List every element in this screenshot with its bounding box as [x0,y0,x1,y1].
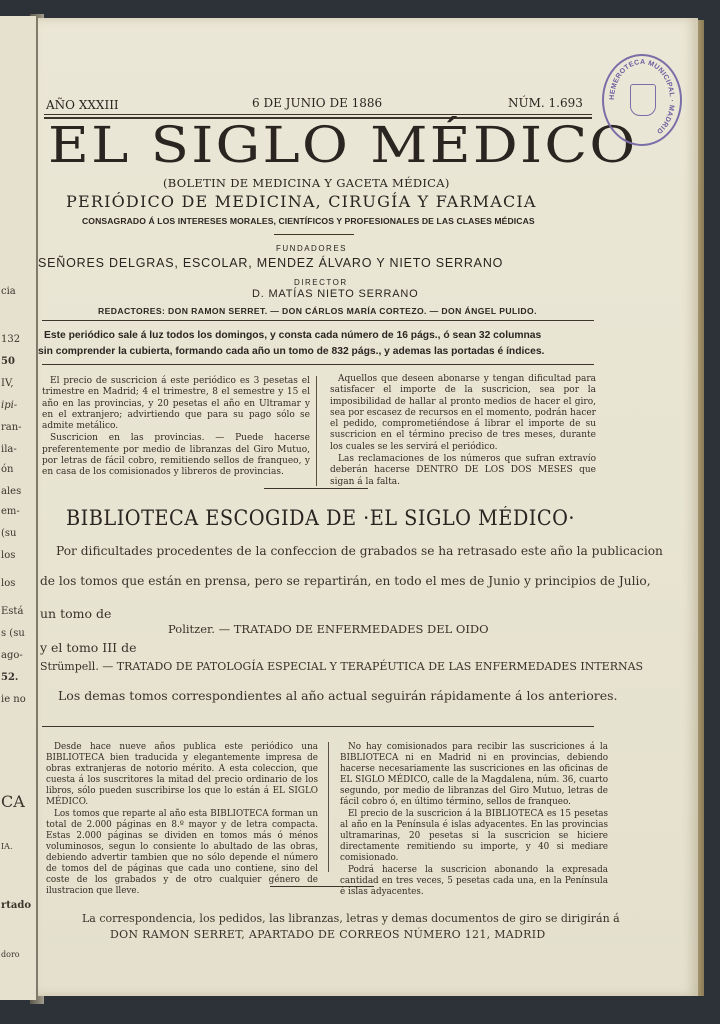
masthead-rule [42,320,594,321]
library-left-column [46,742,318,898]
library-commission-text: No hay comisionados para recibir las suscriciones á la BIBLIOTECA ni en Madrid ni en provincias, debiendo hacerse necesariamente las suscriciones en las oficinas de EL SIGLO MÉDICO, calle de la Magdalena, núm. 36, cuarto segundo, por medio de libranzas del Giro Mutuo, letras de fácil cobro ó, en último término, sellos de franqueo. [340,742,608,807]
stamp-text: HEMEROTECA MUNICIPAL · MADRID [608,58,676,135]
library-price-text: El precio de la suscricion á la BIBLIOTECA es 15 pesetas al año en la Península é islas adyacentes. En las provincias ultramarinas, 20 pesetas si la suscricion se hiciere directamente remitiendo su importe, y 40 si mediare comisionado. [340,809,608,863]
subscription-deferred-text: Aquellos que deseen abonarse y tengan dificultad para satisfacer el importe de la suscricion, sea por la imposibilidad de hallar al pronto medios de hacer el giro, sea por escasez de recursos en el momento, podrán hacer el pedido, comprometiéndose á librar el importe de su suscricion en el término preciso de tres meses, durante los cuales se les servirá el periódico. [330,374,596,452]
left-fragment: ago- [1,650,23,661]
subscription-price-text: El precio de suscricion á este periódico es 3 pesetas el trimestre en Madrid; 4 el trimestre, 8 el semestre y 15 el año en las provincias, y 20 pesetas el año en Ultramar y en el extranjero; advirtiendo que para su pago sólo se admite metálico. [42,376,310,432]
left-fragment: rtado [1,900,32,911]
left-fragment: (su [1,528,17,539]
founders-label: FUNDADORES [276,244,348,253]
left-fragment: doro [1,950,20,959]
left-fragment: ón [1,464,14,475]
notice-line-1: Este periódico sale á luz todos los domingos, y consta cada número de 16 págs., ó sean 32 columnas [44,330,542,341]
footer-line-1: La correspondencia, los pedidos, las libranzas, letras y demas documentos de giro se dirigirán á [82,912,620,925]
biblioteca-line-1: Por dificultades procedentes de la confeccion de grabados se ha retrasado este año la publicacion [56,544,663,558]
library-volumes-text: Los tomos que reparte al año esta BIBLIOTECA forman un total de 2.000 páginas en 8.º mayor y de letra compacta. Estas 2.000 páginas se dividen en tomos más ó ménos voluminosos, segun lo consiente lo abultado de las obras, debiendo advertir tambien que no sólo depende el número de tomos del de páginas que cada uno contiene, sino del coste de los grabados y de otro cualquier género de ilustracion que lleve. [46,809,318,896]
header-rule [44,114,592,115]
issue-date: 6 DE JUNIO DE 1886 [252,96,383,110]
left-fragment: ie no [1,694,26,705]
left-fragment: IA. [1,842,13,851]
issue-number: NÚM. 1.693 [508,96,583,110]
left-fragment: 52. [1,672,19,683]
left-fragment: ipi- [1,400,18,411]
director-label: DIRECTOR [294,278,348,287]
column-separator [316,376,317,486]
biblioteca-line-5: y el tomo III de [40,640,137,655]
left-fragment: ales [1,486,22,497]
column-separator [328,742,329,872]
footer-line-2: DON RAMON SERRET, APARTADO DE CORREOS NÚMERO 121, MADRID [110,928,546,941]
editors: REDACTORES: DON RAMON SERRET. — DON CÁRLOS MARÍA CORTEZO. — DON ÁNGEL PULIDO. [98,306,537,316]
founders: SEÑORES DELGRAS, ESCOLAR, MENDEZ ÁLVARO Y NIETO SERRANO [38,256,504,270]
director-name: D. MATÍAS NIETO SERRANO [252,288,419,300]
biblioteca-strumpell: Strümpell. — TRATADO DE PATOLOGÍA ESPECIAL Y TERAPÉUTICA DE LAS ENFERMEDADES INTERNAS [40,660,644,673]
subscription-provinces-text: Suscricion en las provincias. — Puede hacerse preferentemente por medio de libranzas del Giro Mutuo, por letras de fácil cobro, remitiendo sellos de franqueo, y en casa de los comisionados y libreros de provincias. [42,433,310,478]
coat-of-arms-icon [630,84,656,116]
subscription-claims-text: Las reclamaciones de los números que sufran extravío deberán hacerse DENTRO DE LOS DOS MESES que sigan á la falta. [330,454,596,487]
left-fragment: CA [1,792,25,811]
left-fragment: ran- [1,422,22,433]
biblioteca-title: BIBLIOTECA ESCOGIDA DE ·EL SIGLO MÉDICO· [66,506,576,530]
subscription-left-column [42,376,310,480]
library-stamp [602,54,682,146]
left-fragment: em- [1,506,20,517]
left-fragment: los [1,550,16,561]
newspaper-page [38,18,698,996]
left-fragment: 50 [1,356,15,367]
short-rule [274,234,354,235]
left-fragment: cia [1,286,16,297]
left-fragment: s (su [1,628,25,639]
notice-rule [42,364,594,365]
biblioteca-politzer: Politzer. — TRATADO DE ENFERMEDADES DEL OIDO [168,622,489,636]
left-page [0,16,36,1000]
library-right-column [340,742,608,899]
subscription-right-column [330,374,596,489]
library-intro-text: Desde hace nueve años publica este periódico una BIBLIOTECA bien traducida y elegantemente impresa de obras extranjeras de notorio mérito. A esta coleccion, que cuesta á los suscritores la mitad del precio ordinario de los libros, sólo pueden suscribirse los que lo están á EL SIGLO MÉDICO. [46,742,318,807]
short-rule [264,488,368,489]
left-fragment: los [1,578,16,589]
masthead-periodical: PERIÓDICO DE MEDICINA, CIRUGÍA Y FARMACIA [66,192,537,211]
left-fragment: 132 [1,334,21,345]
biblioteca-line-7: Los demas tomos correspondientes al año actual seguirán rápidamente á los anteriores. [58,688,618,703]
library-installments-text: Podrá hacerse la suscricion abonando la expresada cantidad en tres veces, 5 pesetas cada una, en la Península é islas adyacentes. [340,865,608,897]
short-rule [270,886,374,887]
masthead-subtitle: (BOLETIN DE MEDICINA Y GACETA MÉDICA) [163,176,450,190]
biblioteca-line-3: un tomo de [40,606,112,621]
issue-year: AÑO XXXIII [46,98,119,112]
left-fragment: IV, [1,378,14,389]
newspaper-title: EL SIGLO MÉDICO [48,116,638,174]
masthead-dedication: CONSAGRADO Á LOS INTERESES MORALES, CIENTÍFICOS Y PROFESIONALES DE LAS CLASES MÉDICAS [82,216,535,226]
section-rule [42,726,594,727]
left-fragment: Está [1,606,24,617]
notice-line-2: sin comprender la cubierta, formando cada año un tomo de 832 págs., y ademas las portadas é índices. [38,346,545,357]
biblioteca-line-2: de los tomos que están en prensa, pero se repartirán, en todo el mes de Junio y principios de Julio, [40,574,651,588]
left-fragment: ila- [1,444,17,455]
